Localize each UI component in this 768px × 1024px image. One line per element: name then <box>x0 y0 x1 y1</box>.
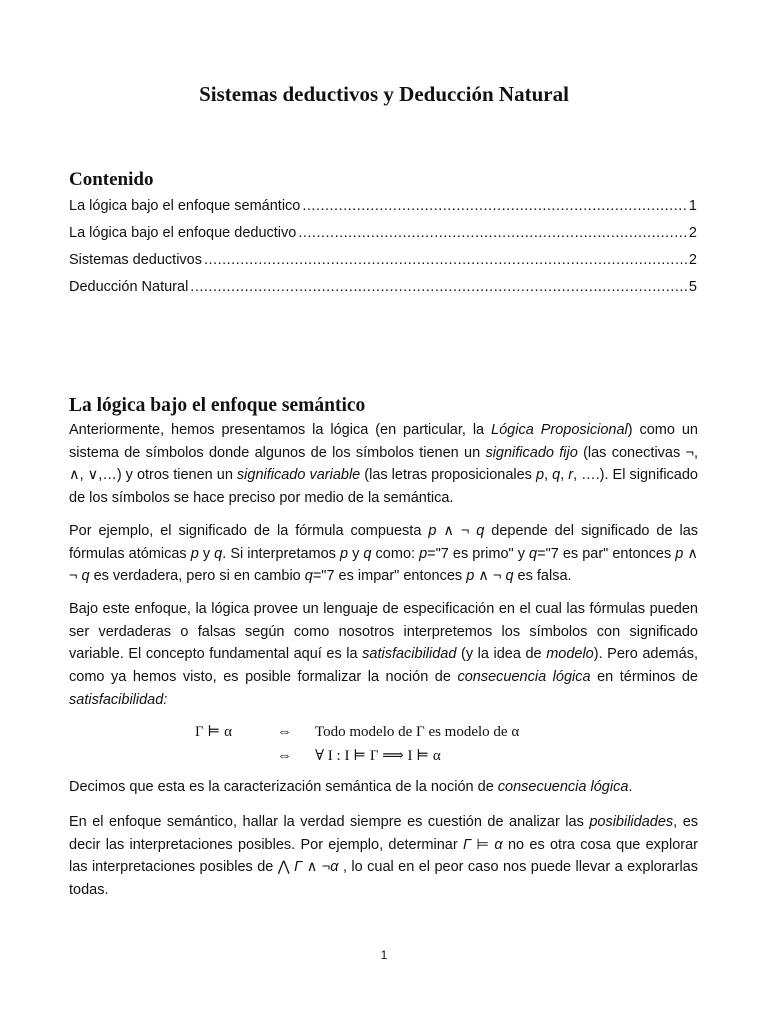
p1-emphasis: Lógica Proposicional <box>491 422 628 438</box>
p2-text: y <box>348 545 364 562</box>
p2-emphasis: p ∧ ¬ q <box>466 568 514 585</box>
p2-emphasis: p <box>339 545 349 562</box>
p3-emphasis: satisfacibilidad: <box>69 691 168 708</box>
toc-leader <box>190 277 687 297</box>
toc-entry-page: 5 <box>688 279 697 295</box>
p2-text: y <box>198 545 215 562</box>
p1-text: ) como un sistema de símbolos donde algunos de los símbolos tienen un <box>69 422 698 461</box>
p5-emphasis: posibilidades <box>589 814 674 830</box>
paragraph-2 <box>69 520 698 588</box>
p1-emphasis: q <box>552 467 561 484</box>
p5-emphasis: Γ ⊨ α <box>462 836 503 853</box>
p1-text: (las conectivas ¬, ∧, ∨,…) y otros tienen un <box>69 444 699 484</box>
p2-emphasis: q <box>304 568 313 585</box>
p5-text: , es decir las interpretaciones posibles. Por ejemplo, determinar <box>69 814 699 853</box>
p1-text: (las letras proposicionales <box>360 467 536 484</box>
p2-emphasis: p <box>190 545 199 562</box>
p1-text: , ….). El significado de los símbolos se hace preciso por medio de la semántica. <box>69 467 698 507</box>
p3-text: en términos de <box>590 669 698 686</box>
p3-text: Bajo este enfoque, la lógica provee un lenguaje de especificación en el cual las fórmulas pueden ser verdaderas o falsas según como nosotros interpretemos los símbolos con significado variable. El concepto fundamental aquí es la <box>69 601 698 663</box>
toc-entry-label: Sistemas deductivos <box>69 252 202 268</box>
table-of-contents <box>69 196 697 304</box>
formula-equivalence: ⇔ <box>277 748 292 764</box>
toc-entry-label: La lógica bajo el enfoque deductivo <box>69 225 297 241</box>
p2-emphasis: q <box>529 545 538 562</box>
p4-text: . <box>628 779 633 795</box>
p5-text: En el enfoque semántico, hallar la verdad siempre es cuestión de analizar las <box>69 814 590 830</box>
p1-emphasis: p <box>535 467 545 484</box>
p2-emphasis: q <box>214 545 223 562</box>
p1-text: Anteriormente, hemos presentamos la lógica (en particular, la <box>69 422 492 438</box>
formula-right: ∀ I : I ⊨ Γ ⟹ I ⊨ α <box>315 748 441 764</box>
toc-entry[interactable] <box>69 277 697 297</box>
toc-entry[interactable] <box>69 223 697 243</box>
p2-text: depende del significado de las fórmulas atómicas <box>69 523 699 562</box>
p4-text: Decimos que esta es la caracterización semántica de la noción de <box>69 779 498 795</box>
p2-text: . Si interpretamos <box>222 545 340 562</box>
consequence-formula <box>195 720 519 768</box>
p2-emphasis: p ∧ ¬ q <box>69 545 698 585</box>
toc-entry-page: 2 <box>688 225 697 241</box>
p3-emphasis: consecuencia lógica <box>457 669 591 686</box>
p2-text: ="7 es par" entonces <box>537 545 676 562</box>
paragraph-1 <box>69 419 698 510</box>
formula-row <box>195 744 519 768</box>
toc-leader <box>302 196 687 216</box>
p1-emphasis: significado variable <box>236 467 361 484</box>
toc-entry-page: 2 <box>688 252 697 268</box>
toc-entry[interactable] <box>69 196 697 216</box>
p5-text: , lo cual en el peor caso nos puede llevar a explorarlas todas. <box>69 859 698 899</box>
formula-left: Γ ⊨ α <box>195 724 232 740</box>
toc-heading: Contenido <box>69 169 154 190</box>
p2-emphasis: p ∧ ¬ q <box>428 523 485 539</box>
paragraph-5 <box>69 811 698 902</box>
p5-text: no es otra cosa que explorar las interpretaciones posibles de <box>69 836 699 876</box>
formula-row <box>195 720 519 744</box>
p2-emphasis: p <box>419 545 428 562</box>
toc-entry-page: 1 <box>688 198 697 214</box>
toc-entry-label: Deducción Natural <box>69 279 189 295</box>
p1-text: , <box>544 467 553 484</box>
p3-emphasis: satisfacibilidad <box>362 646 457 663</box>
toc-entry[interactable] <box>69 250 697 270</box>
p2-text: como: <box>371 545 420 562</box>
p1-emphasis: significado fijo <box>485 444 578 461</box>
p3-text: (y la idea de <box>456 646 547 663</box>
p5-emphasis: ⋀ Γ ∧ ¬α <box>277 859 339 876</box>
p2-text: es verdadera, pero si en cambio <box>89 568 305 585</box>
formula-equivalence: ⇔ <box>277 724 292 740</box>
toc-entry-label: La lógica bajo el enfoque semántico <box>69 198 301 214</box>
p2-text: ="7 es impar" entonces <box>312 568 467 585</box>
toc-leader <box>204 250 687 270</box>
p1-emphasis: r <box>568 467 574 484</box>
p2-text: Por ejemplo, el significado de la fórmula compuesta <box>69 523 429 539</box>
paragraph-3 <box>69 598 698 712</box>
section-heading: La lógica bajo el enfoque semántico <box>69 395 366 417</box>
p4-emphasis: consecuencia lógica <box>497 779 629 795</box>
p2-emphasis: q <box>363 545 372 562</box>
page-number: 1 <box>380 948 388 962</box>
p3-emphasis: modelo <box>546 646 594 663</box>
p3-text: ). Pero además, como ya hemos visto, es posible formalizar la noción de <box>69 646 698 686</box>
p1-text: , <box>560 467 569 484</box>
formula-right: Todo modelo de Γ es modelo de α <box>315 724 520 740</box>
document-title: Sistemas deductivos y Deducción Natural <box>199 82 569 107</box>
p2-text: ="7 es primo" y <box>427 545 530 562</box>
p2-text: es falsa. <box>513 568 572 585</box>
paragraph-4 <box>69 776 698 799</box>
toc-leader <box>298 223 687 243</box>
